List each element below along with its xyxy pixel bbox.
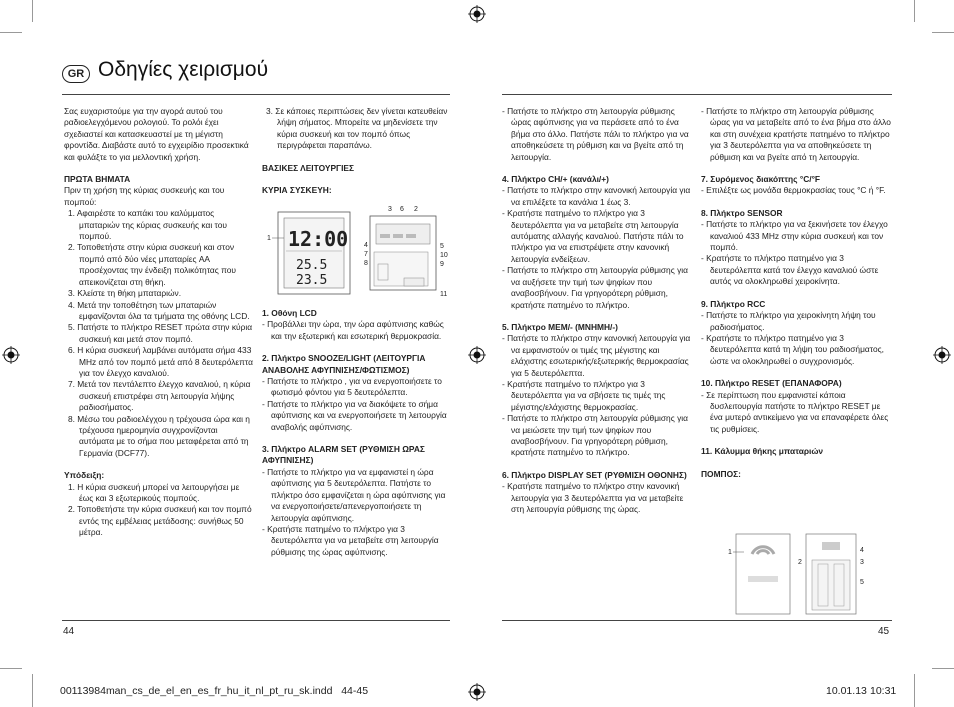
list-item: 1. Η κύρια συσκευή μπορεί να λειτουργήσει με έως και 3 εξωτερικούς πομπούς.: [68, 481, 240, 503]
section-heading: 10. Πλήκτρο RESET (ΕΠΑΝΑΦΟΡΑ): [701, 378, 842, 389]
list-item: 2. Τοποθετήστε την κύρια συσκευή και τον πομπό εντός της εμβέλειας μετάδοσης: συνήθως 50 μέτρα.: [68, 504, 252, 538]
section-heading: 3. Πλήκτρο ALARM SET (ΡΥΘΜΙΣΗ ΩΡΑΣ ΑΦΥΠΝΙΣΗΣ): [262, 444, 425, 466]
section-heading: ΠΟΜΠΟΣ:: [701, 468, 741, 479]
callout: 4: [364, 242, 368, 249]
page-title: Οδηγίες χειρισμού: [98, 58, 269, 81]
list-item: - Πατήστε το πλήκτρο στη λειτουργία ρύθμισης ώρας για να μεταβείτε από το ένα βήμα στο άλλο και στη συνέχεια κρατήστε πατημένο το πλήκτρο για 3 δευτερόλεπτα για να αποθηκεύσετε τη ρύθμιση και να βγείτε από τη λειτουργία.: [701, 106, 891, 162]
crop-mark: [914, 674, 915, 707]
list-item: - Κρατήστε το πλήκτρο πατημένο για 3 δευτερόλεπτα κατά τη λήψη του ραδιοσήματος, ώστε να ολοκληρωθεί ο συγχρονισμός.: [701, 332, 884, 366]
lcd-temp-outdoor: 25.5: [296, 258, 328, 273]
callout: 2: [414, 206, 418, 213]
column-1: [64, 106, 254, 539]
list-item: - Επιλέξτε ως μονάδα θερμοκρασίας τους °C ή °F.: [701, 185, 886, 196]
crop-mark: [932, 32, 954, 33]
file-name: 00113984man_cs_de_el_en_es_fr_hu_it_nl_pt_ru_sk.indd 44-45: [60, 685, 369, 697]
crop-mark: [0, 668, 22, 669]
crop-mark: [32, 674, 33, 707]
crop-mark: [932, 668, 954, 669]
column-4: [701, 106, 891, 480]
intro-paragraph: Σας ευχαριστούμε για την αγορά αυτού του ραδιοελεγχόμενου ρολογιού. Το ρολόι έχει σχεδιαστεί και κατασκευαστεί με τη μέγιστη φροντίδα. Διαβάστε αυτό το εγχειρίδιο προσεκτικά και φυλάξτε το για μελλοντική χρήση.: [64, 106, 249, 162]
callout: 3: [860, 559, 864, 566]
section-heading: 4. Πλήκτρο CH/+ (κανάλι/+): [502, 174, 609, 185]
callout: 6: [400, 206, 404, 213]
list-item: - Πατήστε το πλήκτρο στη λειτουργία ρύθμισης για να αυξήσετε την τιμή των ψηφίων που αναβοσβήνουν. Για γρηγορότερη ρύθμιση, κρατήστε πατημένο το πλήκτρο.: [502, 265, 688, 310]
list-item: - Πατήστε το πλήκτρο στη λειτουργία ρύθμισης για να μειώσετε την τιμή των ψηφίων που αναβοσβήνουν. Για γρηγορότερη ρύθμιση, κρατήστε πατημένο το πλήκτρο.: [502, 413, 688, 458]
section-heading: 2. Πλήκτρο SNOOZE/LIGHT (ΛΕΙΤΟΥΡΓΙΑ ΑΝΑΒΟΛΗΣ ΑΦΥΠΝΙΣΗΣ/ΦΩΤΙΣΜΟΣ): [262, 353, 426, 375]
callout: 11: [440, 291, 448, 298]
list-item: - Πατήστε το πλήκτρο στην κανονική λειτουργία για να επιλέξετε τα κανάλια 1 έως 3.: [502, 185, 691, 207]
callout: 9: [440, 261, 444, 268]
list-item: - Κρατήστε πατημένο το πλήκτρο για 3 δευτερόλεπτα για να μεταβείτε στη λειτουργία ρύθμισης της ώρας αφύπνισης.: [262, 523, 439, 557]
steps-intro: Πριν τη χρήση της κύριας συσκευής και του πομπού:: [64, 185, 225, 207]
list-item: - Πατήστε το πλήκτρο για να διακόψετε το σήμα αφύπνισης και να ενεργοποιήσετε τη λειτουργία αναβολής αφύπνισης.: [262, 398, 447, 432]
section-heading: ΚΥΡΙΑ ΣΥΣΚΕΥΗ:: [262, 185, 332, 196]
callout: 2: [798, 559, 802, 566]
registration-mark-right-icon: [933, 346, 951, 364]
column-3: [502, 106, 692, 515]
callout: 3: [388, 206, 392, 213]
list-item: - Πατήστε το πλήκτρο για χειροκίνητη λήψη του ραδιοσήματος.: [701, 310, 876, 332]
transmitter-figure: [726, 532, 876, 616]
footer-rule-right: [502, 620, 892, 621]
section-heading: 8. Πλήκτρο SENSOR: [701, 207, 783, 218]
crop-mark: [32, 0, 33, 22]
list-item: - Κρατήστε πατημένο το πλήκτρο στην κανονική λειτουργία για 3 δευτερόλεπτα για να μεταβείτε στη λειτουργία ρύθμισης της ώρας.: [502, 481, 684, 514]
list-item: 3. Κλείστε τη θήκη μπαταριών.: [68, 288, 182, 299]
lcd-temp-indoor: 23.5: [296, 273, 328, 288]
print-date: 10.01.13: [826, 685, 867, 697]
lcd-time: 12:00: [288, 227, 349, 251]
registration-mark-bottom-icon: [468, 683, 486, 701]
page-number-right: 45: [878, 626, 890, 637]
callout: 1: [267, 235, 271, 242]
callout: 5: [440, 243, 444, 250]
list-item: 3. Σε κάποιες περιπτώσεις δεν γίνεται κατευθείαν λήψη σήματος. Μπορείτε να μηδενίσετε την κύρια συσκευή και τον πομπό όπως περιγράφεται παραπάνω.: [266, 106, 448, 151]
list-item: 7. Μετά τον πεντάλεπτο έλεγχο καναλιού, η κύρια συσκευή επιστρέφει στη λειτουργία λήψης ραδιοσήματος.: [68, 379, 251, 413]
list-item: - Κρατήστε πατημένο το πλήκτρο για 3 δευτερόλεπτα για να σβήσετε τις τιμές της μέγιστης/ελάχιστης θερμοκρασίας.: [502, 378, 666, 412]
header-rule-right: [502, 94, 892, 95]
list-item: 6. Η κύρια συσκευή λαμβάνει αυτόματα σήμα 433 MHz από τον πομπό μετά από 8 δευτερόλεπτα για τον έλεγχο καναλιού.: [68, 345, 253, 378]
page-number-left: 44: [63, 626, 75, 637]
crop-mark: [0, 32, 22, 33]
registration-mark-top-icon: [468, 5, 486, 23]
crop-mark: [914, 0, 915, 22]
list-item: - Πατήστε το πλήκτρο για να εμφανιστεί η ώρα αφύπνισης για 5 δευτερόλεπτα. Πατήστε το πλήκτρο όσο εμφανίζεται η ώρα αφύπνισης για να ενεργοποιήσετε/απενεργοποιήσετε τη λειτουργία αφύπνισης.: [262, 466, 446, 523]
header-rule-left: [62, 94, 450, 95]
column-2: [262, 106, 452, 196]
list-item: 8. Μέσω του ραδιοελέγχου η τρέχουσα ώρα και η τρέχουσα ημερομηνία συγχρονίζονται αυτόματα με το σήμα που μεταφέρεται από τη Γερμανία (DCF77).: [68, 413, 250, 458]
section-heading: 9. Πλήκτρο RCC: [701, 298, 766, 309]
registration-mark-left-icon: [2, 346, 20, 364]
list-item: 5. Πατήστε το πλήκτρο RESET πρώτα στην κύρια συσκευή και μετά στον πομπό.: [68, 322, 253, 344]
list-item: 4. Μετά την τοποθέτηση των μπαταριών εμφανίζονται όλα τα τμήματα της οθόνης LCD.: [68, 299, 250, 321]
list-item: - Κρατήστε πατημένο το πλήκτρο για 3 δευτερόλεπτα για να μεταβείτε στη λειτουργία αυτόματης αλλαγής καναλιού. Πατήστε πάλι το πλήκτρο για να επιστρέψετε στην κανονική λειτουργία ενδείξεων.: [502, 208, 684, 264]
callout: 7: [364, 251, 368, 258]
column-2-lower: [262, 308, 452, 558]
list-item: 1. Αφαιρέστε το καπάκι του καλύμματος μπαταριών της κύριας συσκευής και του πομπού.: [68, 208, 227, 242]
section-heading: 11. Κάλυμμα θήκης μπαταριών: [701, 446, 824, 457]
list-item: 2. Τοποθετήστε στην κύρια συσκευή και στον πομπό από δύο νέες μπαταρίες AA προσέχοντας την ένδειξη πολικότητας που απεικονίζεται στη θήκη.: [68, 242, 236, 287]
callout: 8: [364, 260, 368, 267]
callout: 1: [728, 549, 732, 556]
section-heading: ΒΑΣΙΚΕΣ ΛΕΙΤΟΥΡΓΙΕΣ: [262, 162, 355, 173]
section-heading: Υπόδειξη:: [64, 470, 105, 481]
section-heading: 1. Οθόνη LCD: [262, 308, 317, 318]
list-item: - Πατήστε το πλήκτρο στη λειτουργία ρύθμισης ώρας αφύπνισης για να περάσετε από το ένα βήμα στο άλλο. Πατήστε πάλι το πλήκτρο για να αποθηκεύσετε τη ρύθμιση και να βγείτε από τη λειτουργία.: [502, 106, 689, 162]
section-heading: 7. Συρόμενος διακόπτης °C/°F: [701, 174, 821, 185]
list-item: - Πατήστε το πλήκτρο , για να ενεργοποιήσετε το φωτισμό φόντου για 5 δευτερόλεπτα.: [262, 376, 442, 398]
callout: 10: [440, 252, 448, 259]
section-heading: ΠΡΩΤΑ ΒΗΜΑΤΑ: [64, 174, 131, 185]
list-item: - Σε περίπτωση που εμφανιστεί κάποια δυσλειτουργία πατήστε το πλήκτρο RESET με ένα μυτερό αντικείμενο για να επαναφέρετε όλες τις ρυθμίσεις.: [701, 389, 889, 434]
callout: 4: [860, 547, 864, 554]
main-unit-figure: [264, 204, 454, 304]
list-item: - Πατήστε το πλήκτρο για να ξεκινήσετε τον έλεγχο καναλιού 433 MHz στην κύρια συσκευή και τον πομπό.: [701, 219, 888, 253]
list-item: - Προβάλλει την ώρα, την ώρα αφύπνισης καθώς και την εξωτερική και εσωτερική θερμοκρασία.: [262, 319, 444, 341]
section-heading: 5. Πλήκτρο MEM/- (ΜΝΗΜΗ/-): [502, 321, 618, 332]
callout: 5: [860, 579, 864, 586]
language-badge: GR: [62, 65, 90, 83]
footer-rule-left: [62, 620, 450, 621]
list-item: - Πατήστε το πλήκτρο στην κανονική λειτουργία για να εμφανιστούν οι τιμές της μέγιστης και ελάχιστης εσωτερικής/εξωτερικής θερμοκρασίας για 5 δευτερόλεπτα.: [502, 333, 691, 378]
registration-mark-center-icon: [468, 346, 486, 364]
list-item: - Κρατήστε το πλήκτρο πατημένο για 3 δευτερόλεπτα κατά τον έλεγχο καναλιού ώστε αυτός να ολοκληρωθεί χειροκίνητα.: [701, 253, 879, 287]
print-time: 10:31: [870, 685, 897, 697]
section-heading: 6. Πλήκτρο DISPLAY SET (ΡΥΘΜΙΣΗ ΟΘΟΝΗΣ): [502, 469, 687, 480]
steps-list: [64, 208, 254, 459]
